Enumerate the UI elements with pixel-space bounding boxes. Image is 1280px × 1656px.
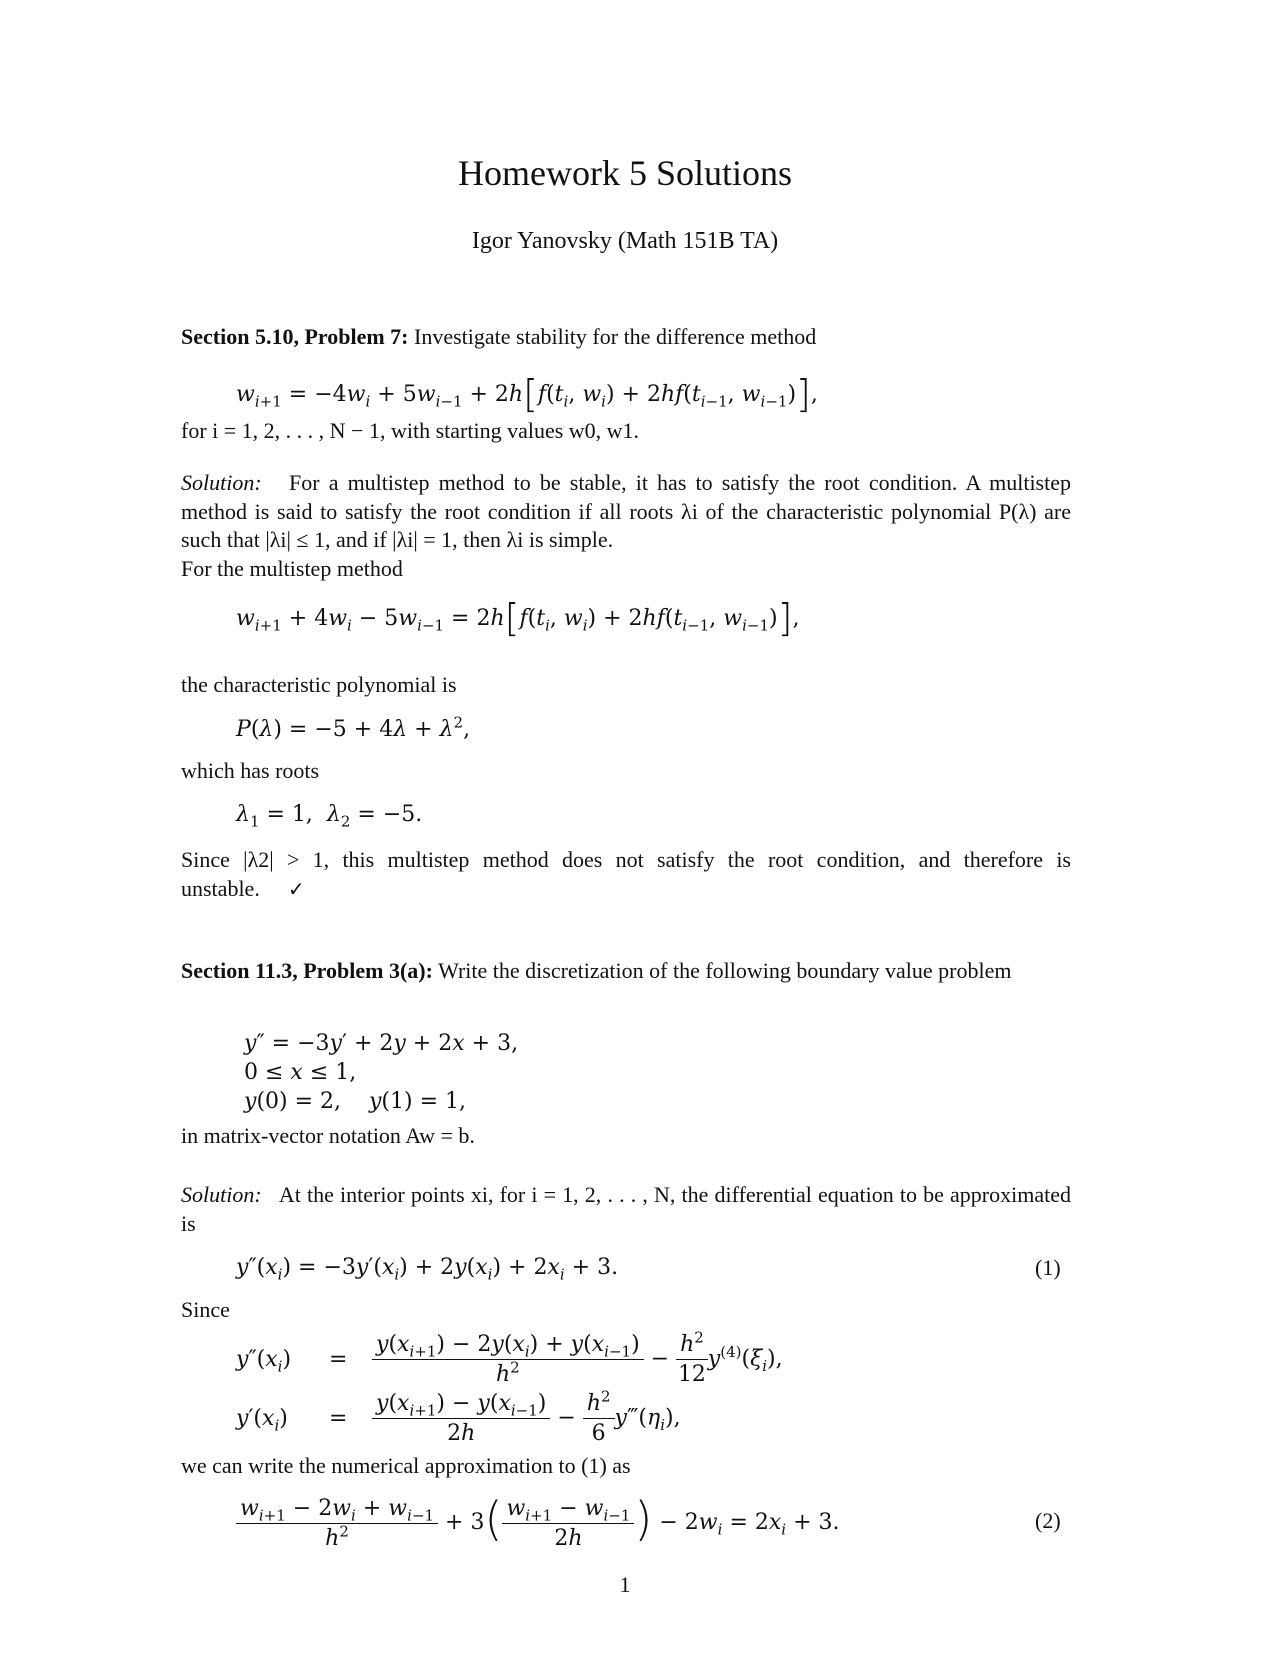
char-poly-intro: the characteristic polynomial is [181,672,457,697]
page-title: Homework 5 Solutions [457,153,792,193]
since-text: Since [181,1297,230,1322]
bvp-system: y″ = −3y′ + 2y + 2x + 3, 0 ≤ x ≤ 1, y(0) = 2, y(1) = 1, [244,1031,519,1114]
problem1-conclusion: Since |λ2| > 1, this multistep method does not satisfy the root condition, and therefore is unstable. ✓ [181,847,1071,901]
page-number: 1 [619,1572,631,1597]
problem1-prompt: Investigate stability for the difference method [414,324,817,349]
problem1-range: for i = 1, 2, . . . , N − 1, with starting values w0, w1. [181,418,640,443]
has-roots-text: which has roots [181,758,320,783]
equation-number: (2) [1035,1508,1061,1533]
first-derivative-approximation: $y'(x_i)$ = $\frac{y(x_{i+1}) - y(x_{i-1})}{2h}$ − $\frac{h^2}{6}$ $y‴(\eta_i)$, [236,1387,681,1446]
solution-text: At the interior points xi, for i = 1, 2, . . . , N, the differential equation to be approximated is [181,1182,1071,1236]
problem2-prompt: Write the discretization of the following boundary value problem [438,958,1012,983]
rearranged-method-equation: $w_{i+1} + 4w_i - 5w_{i-1} = 2h[f(t_i$, $w_i) + 2hf(t_{i-1}$, $w_{i-1}$)], [236,596,800,640]
problem2-solution [181,1181,1071,1238]
problem1-heading: Section 5.10, Problem 7: [181,324,409,349]
ode-at-interior-points: $y''(x_i) = -3y'(x_i) + 2y(x_i) + 2x_i + 3$. [236,1255,619,1284]
problem2-statement [181,957,1071,986]
solution-label: Solution: [181,1182,262,1207]
author-line: Igor Yanovsky (Math 151B TA) [471,228,779,254]
solution-text: For a multistep method to be stable, it has to satisfy the root condition. A multistep method is said to satisfy the root condition if all roots λi of the characteristic polynomial P(λ) are such that |λi| ≤ 1, and if |λi| = 1, then λi is simple. [181,470,1071,552]
characteristic-polynomial: $P(\lambda) = -5 + 4\lambda + \lambda^2$, [236,713,471,742]
second-derivative-approximation: $y''(x_i)$ = $\frac{y(x_{i+1}) - 2y(x_i) + y(x_{i-1})}{h^2}$ − $\frac{h^2}{12}$ $y^{(4)}(\xi_i)$, [236,1328,783,1387]
equation-number: (1) [1035,1255,1061,1280]
matrix-vector-note: in matrix-vector notation Aw = b. [181,1123,475,1148]
approx-intro: we can write the numerical approximation to (1) as [181,1453,631,1478]
problem2-heading: Section 11.3, Problem 3(a): [181,958,433,983]
roots-equation: $\lambda_1 = 1$, $\lambda_2 = -5$. [236,802,423,831]
problem1-statement [181,323,1071,352]
problem1-solution [181,469,1071,583]
check-mark-icon: ✓ [287,876,305,901]
solution-label: Solution: [181,470,262,495]
discretized-equation: $\frac{w_{i+1} - 2w_i + w_{i-1}}{h^2}$ + 3( $\frac{w_{i+1} - w_{i-1}}{2h}$ ) − $2w_i = 2x_i + 3$. [236,1492,840,1551]
for-method-text: For the multistep method [181,555,403,581]
difference-method-equation: $w_{i+1} = -4w_i + 5w_{i-1} + 2h[f(t_i$, $w_i) + 2hf(t_{i-1}$, $w_{i-1}$)], [236,372,818,416]
